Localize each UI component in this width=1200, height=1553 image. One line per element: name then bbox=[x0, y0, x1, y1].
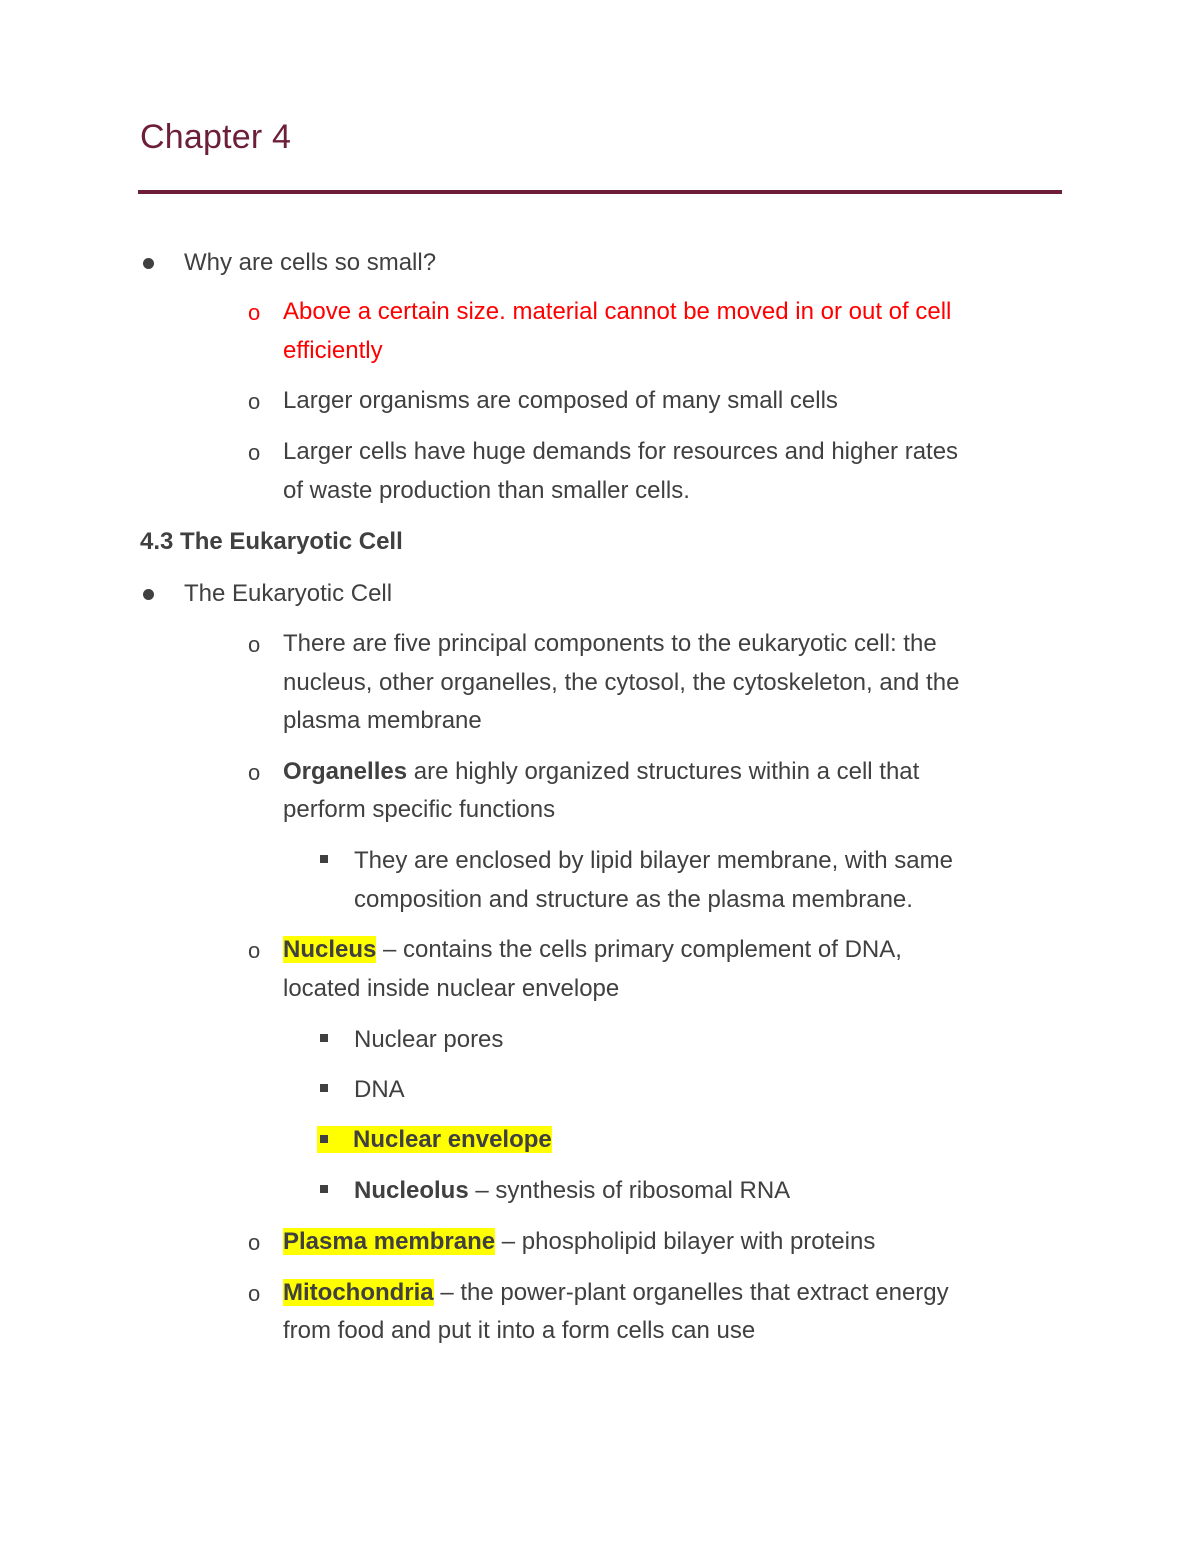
bullet-disc-icon bbox=[143, 589, 154, 600]
plasma-line bbox=[283, 1223, 875, 1261]
circle-bullet-icon: o bbox=[248, 440, 261, 465]
components-line2: nucleus, other organelles, the cytosol, the cytoskeleton, and the bbox=[283, 669, 960, 696]
square-bullet-icon bbox=[320, 855, 328, 863]
answer-organisms: Larger organisms are composed of many small cells bbox=[283, 387, 838, 414]
circle-bullet-icon: o bbox=[248, 389, 261, 414]
organelles-term: Organelles bbox=[283, 758, 408, 785]
components-line3: plasma membrane bbox=[283, 707, 482, 734]
plasma-desc: – phospholipid bilayer with proteins bbox=[495, 1228, 876, 1255]
nucleus-sub-pores: Nuclear pores bbox=[354, 1026, 504, 1053]
page-title: Chapter 4 bbox=[140, 118, 292, 156]
components-line1: There are five principal components to the eukaryotic cell: the bbox=[283, 630, 937, 657]
circle-bullet-icon: o bbox=[248, 938, 261, 963]
envelope-highlight bbox=[317, 1126, 552, 1153]
bullet-why-cells-small: Why are cells so small? bbox=[184, 249, 437, 276]
circle-bullet-icon: o bbox=[248, 1281, 261, 1306]
organelles-sub-line1: They are enclosed by lipid bilayer membrane, with same bbox=[354, 847, 953, 874]
nucleus-desc: – contains the cells primary complement of DNA, bbox=[376, 936, 902, 963]
circle-bullet-icon: o bbox=[248, 1230, 261, 1255]
organelles-desc: are highly organized structures within a cell that bbox=[407, 758, 920, 785]
envelope-term: Nuclear envelope bbox=[353, 1126, 552, 1153]
mito-desc: – the power-plant organelles that extract energy bbox=[433, 1279, 949, 1306]
nucleus-sub-nucleolus bbox=[354, 1172, 790, 1210]
circle-bullet-icon: o bbox=[248, 632, 261, 657]
title-rule bbox=[138, 190, 1062, 194]
square-bullet-icon bbox=[320, 1084, 328, 1092]
answer-demands-line1: Larger cells have huge demands for resources and higher rates bbox=[283, 438, 959, 465]
nucleus-sub-dna: DNA bbox=[354, 1076, 405, 1103]
nucleus-sub-envelope bbox=[317, 1121, 552, 1159]
nucleus-line2: located inside nuclear envelope bbox=[283, 975, 620, 1002]
nucleus-term: Nucleus bbox=[283, 936, 377, 963]
answer-size-line2: efficiently bbox=[283, 337, 383, 364]
plasma-term: Plasma membrane bbox=[283, 1228, 496, 1255]
mito-line2: from food and put it into a form cells can use bbox=[283, 1317, 756, 1344]
circle-bullet-icon: o bbox=[248, 300, 261, 325]
bullet-eukaryotic-cell: The Eukaryotic Cell bbox=[184, 580, 393, 607]
mito-line1 bbox=[283, 1274, 949, 1312]
mito-term: Mitochondria bbox=[283, 1279, 434, 1306]
organelles-sub-line2: composition and structure as the plasma membrane. bbox=[354, 886, 913, 913]
square-bullet-icon bbox=[320, 1135, 328, 1143]
nucleolus-desc: – synthesis of ribosomal RNA bbox=[468, 1177, 791, 1204]
square-bullet-icon bbox=[320, 1185, 328, 1193]
answer-demands-line2: of waste production than smaller cells. bbox=[283, 477, 690, 504]
circle-bullet-icon: o bbox=[248, 760, 261, 785]
answer-size-line1: Above a certain size. material cannot be moved in or out of cell bbox=[283, 298, 952, 325]
organelles-line1 bbox=[283, 753, 919, 791]
bullet-disc-icon bbox=[143, 258, 154, 269]
nucleolus-term: Nucleolus bbox=[354, 1177, 469, 1204]
section-heading: 4.3 The Eukaryotic Cell bbox=[140, 528, 403, 555]
organelles-line2: perform specific functions bbox=[283, 796, 556, 823]
square-bullet-icon bbox=[320, 1034, 328, 1042]
nucleus-line1 bbox=[283, 931, 902, 969]
